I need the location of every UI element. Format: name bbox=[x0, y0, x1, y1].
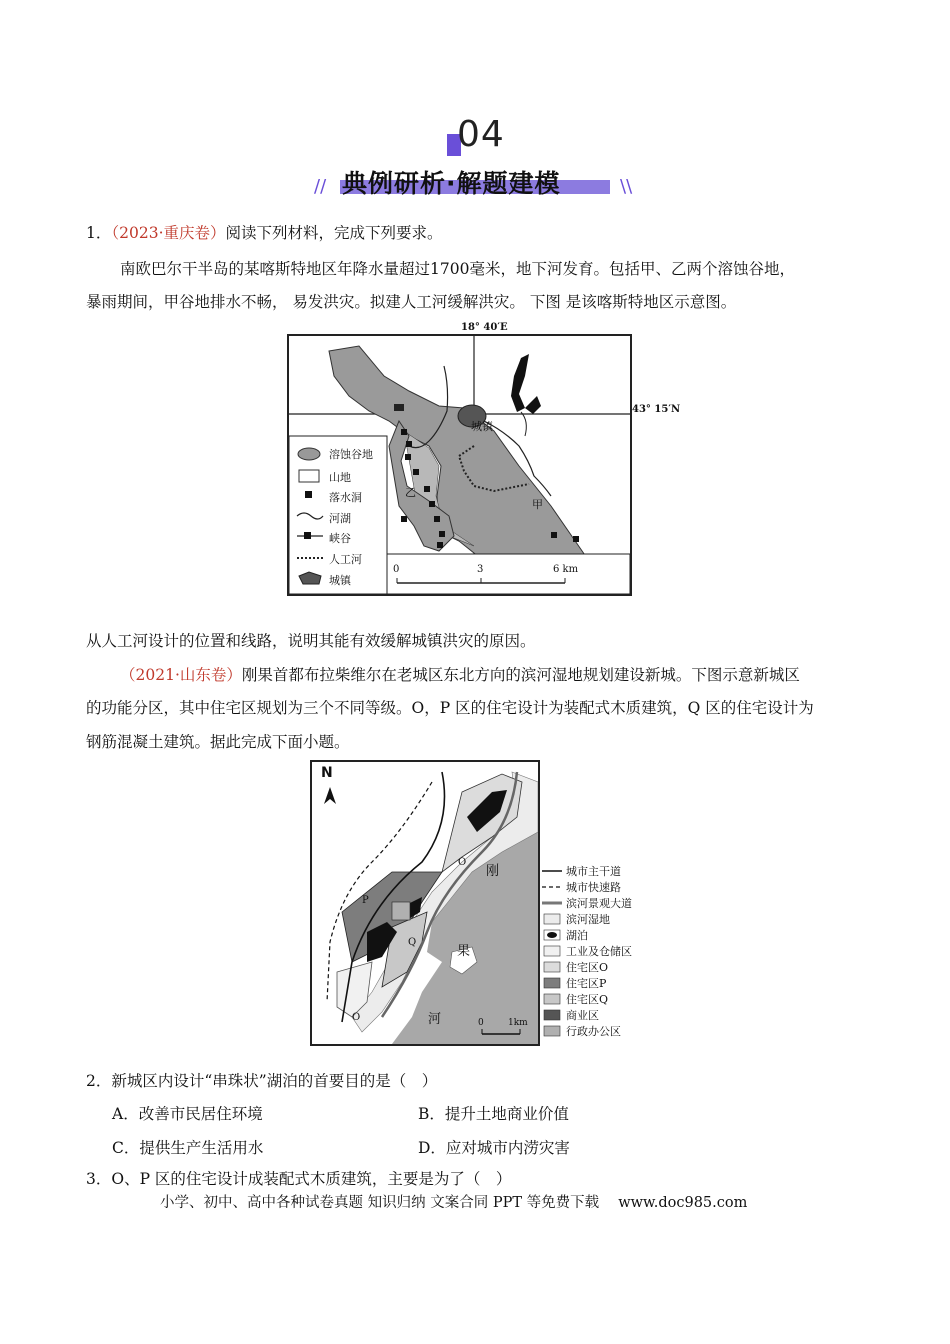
q1-number: 1． bbox=[86, 224, 112, 242]
legend-residential-o: 住宅区O bbox=[566, 961, 609, 974]
q1-paragraph-line2: 暴雨期间，甲谷地排水不畅， 易发洪灾。拟建人工河缓解洪灾。 下图 是该喀斯特地区示意图。 bbox=[86, 293, 737, 311]
banner-right-slashes: \\ bbox=[620, 176, 633, 197]
q2-intro-line3: 钢筋混凝土建筑。据此完成下面小题。 bbox=[86, 733, 350, 751]
legend-artificial-river: 人工河 bbox=[329, 553, 362, 566]
q2-option-a[interactable]: A．改善市民居住环境 bbox=[112, 1105, 263, 1123]
legend-main-road: 城市主干道 bbox=[566, 865, 621, 878]
legend-industrial: 工业及仓储区 bbox=[566, 945, 632, 958]
scale-0: 0 bbox=[393, 564, 400, 575]
q3-stem: 3．O、P 区的住宅设计成装配式木质建筑，主要是为了（ ） bbox=[86, 1170, 512, 1188]
legend-lake: 湖泊 bbox=[566, 929, 588, 942]
q2-intro-text: 刚果首都布拉柴维尔在老城区东北方向的滨河湿地规划建设新城。下图示意新城区 bbox=[241, 666, 800, 684]
q2-intro-line2: 的功能分区，其中住宅区规划为三个不同等级。O，P 区的住宅设计为装配式木质建筑，Q 区的住宅设计为 bbox=[86, 699, 814, 717]
banner-left-slashes: // bbox=[314, 176, 327, 197]
scale-6km: 6 km bbox=[553, 564, 579, 575]
scale-3: 3 bbox=[477, 564, 484, 575]
q2-source: （2021·山东卷） bbox=[120, 666, 242, 684]
legend-riverside-wetland: 滨河湿地 bbox=[566, 913, 610, 926]
legend-commercial: 商业区 bbox=[566, 1009, 599, 1022]
q1-intro: 阅读下列材料，完成下列要求。 bbox=[225, 224, 443, 242]
river-label-gang: 刚 bbox=[486, 864, 500, 879]
town-label: 城镇 bbox=[471, 420, 493, 433]
q2-intro-line1 bbox=[120, 664, 800, 686]
legend-karst-valley: 溶蚀谷地 bbox=[329, 448, 373, 461]
banner-title: 典例研析·解题建模 bbox=[342, 169, 561, 198]
newtown-map bbox=[310, 760, 540, 1046]
river-label-guo: 果 bbox=[457, 944, 471, 959]
legend-swatches bbox=[540, 862, 564, 1042]
q1-line bbox=[86, 222, 443, 244]
q2-option-c[interactable]: C．提供生产生活用水 bbox=[112, 1139, 264, 1157]
legend-riverside-avenue: 滨河景观大道 bbox=[566, 897, 632, 910]
q2-option-b[interactable]: B．提升土地商业价值 bbox=[418, 1105, 569, 1123]
north-label: N bbox=[321, 765, 333, 781]
map2-scale-0: 0 bbox=[478, 1018, 484, 1028]
zone-label-p: P bbox=[362, 895, 369, 906]
zone-label-o-north: O bbox=[458, 857, 467, 868]
legend-sinkhole: 落水洞 bbox=[329, 491, 362, 504]
footer-text: 小学、初中、高中各种试卷真题 知识归纳 文案合同 PPT 等免费下载 www.doc985.com bbox=[160, 1195, 748, 1211]
lon-label: 18° 40′E bbox=[461, 322, 508, 333]
legend-town: 城镇 bbox=[329, 574, 351, 587]
legend-mountain: 山地 bbox=[329, 471, 351, 484]
zone-label-q: Q bbox=[408, 937, 417, 948]
q1-source: （2023·重庆卷） bbox=[111, 224, 226, 242]
section-number: 04 bbox=[457, 114, 505, 155]
legend-residential-p: 住宅区P bbox=[566, 977, 607, 990]
legend-river-lake: 河湖 bbox=[329, 512, 351, 525]
legend-gorge: 峡谷 bbox=[329, 532, 351, 545]
q1-question: 从人工河设计的位置和线路，说明其能有效缓解城镇洪灾的原因。 bbox=[86, 632, 536, 650]
yi-label: 乙 bbox=[405, 486, 416, 499]
river-label-he: 河 bbox=[428, 1012, 442, 1027]
jia-label: 甲 bbox=[532, 498, 543, 511]
q1-paragraph-line1: 南欧巴尔干半岛的某喀斯特地区年降水量超过1700毫米，地下河发育。包括甲、乙两个溶蚀谷地， bbox=[120, 260, 795, 278]
legend-administrative: 行政办公区 bbox=[566, 1025, 621, 1038]
legend-residential-q: 住宅区Q bbox=[566, 993, 609, 1006]
q2-stem: 2．新城区内设计“串珠状”湖泊的首要目的是（ ） bbox=[86, 1072, 438, 1090]
newtown-legend bbox=[540, 862, 670, 1042]
karst-map bbox=[287, 322, 632, 596]
q2-option-d[interactable]: D．应对城市内涝灾害 bbox=[418, 1139, 570, 1157]
zone-label-o-south: O bbox=[352, 1012, 361, 1023]
newtown-map-drawing bbox=[312, 762, 538, 1044]
legend-expressway: 城市快速路 bbox=[566, 881, 621, 894]
lat-label: 43° 15′N bbox=[632, 404, 681, 415]
map2-scale-1km: 1km bbox=[508, 1018, 528, 1028]
